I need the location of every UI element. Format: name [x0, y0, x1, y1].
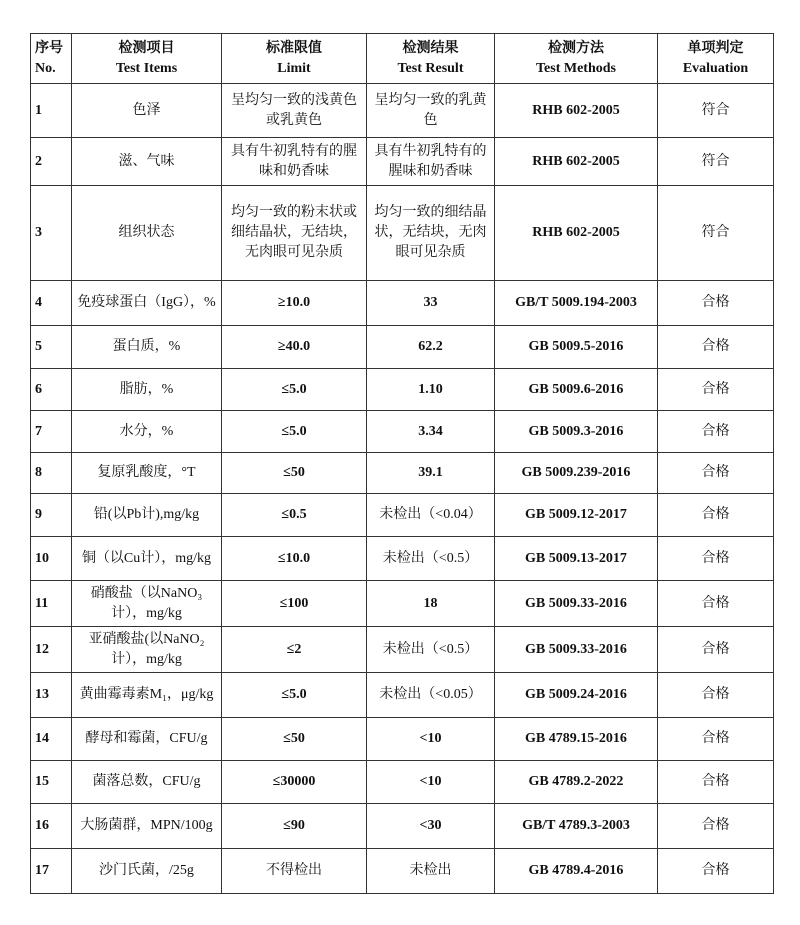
cell-method: GB 4789.2-2022: [495, 761, 658, 804]
cell-limit: 不得检出: [222, 849, 367, 894]
cell-evaluation: 合格: [658, 581, 774, 627]
cell-limit: ≤2: [222, 627, 367, 673]
cell-evaluation: 符合: [658, 138, 774, 186]
cell-item: 铅(以Pb计),mg/kg: [72, 494, 222, 537]
cell-method: RHB 602-2005: [495, 138, 658, 186]
cell-item: 蛋白质，%: [72, 326, 222, 369]
cell-limit: 呈均匀一致的浅黄色或乳黄色: [222, 84, 367, 138]
table-row: [31, 281, 774, 326]
cell-limit: 具有牛初乳特有的腥味和奶香味: [222, 138, 367, 186]
cell-item: 复原乳酸度，°T: [72, 453, 222, 494]
cell-item: 脂肪，%: [72, 369, 222, 411]
cell-result: 未检出（<0.04）: [367, 494, 495, 537]
cell-item: 铜（以Cu计），mg/kg: [72, 537, 222, 581]
cell-no: 7: [31, 411, 72, 453]
cell-method: GB/T 5009.194-2003: [495, 281, 658, 326]
cell-no: 9: [31, 494, 72, 537]
cell-no: 10: [31, 537, 72, 581]
cell-method: GB 5009.33-2016: [495, 581, 658, 627]
table-row: [31, 186, 774, 281]
cell-method: GB 4789.15-2016: [495, 718, 658, 761]
cell-evaluation: 符合: [658, 186, 774, 281]
cell-method: GB 5009.13-2017: [495, 537, 658, 581]
cell-no: 11: [31, 581, 72, 627]
cell-no: 13: [31, 673, 72, 718]
cell-limit: ≤50: [222, 718, 367, 761]
cell-no: 6: [31, 369, 72, 411]
cell-result: 18: [367, 581, 495, 627]
cell-item: 菌落总数，CFU/g: [72, 761, 222, 804]
cell-no: 8: [31, 453, 72, 494]
table-row: [31, 494, 774, 537]
cell-method: RHB 602-2005: [495, 186, 658, 281]
cell-result: 未检出（<0.5）: [367, 627, 495, 673]
cell-item: 酵母和霉菌，CFU/g: [72, 718, 222, 761]
cell-item: 滋、气味: [72, 138, 222, 186]
table-row: [31, 138, 774, 186]
header-row: [31, 34, 774, 84]
cell-no: 3: [31, 186, 72, 281]
cell-evaluation: 合格: [658, 718, 774, 761]
table-row: [31, 411, 774, 453]
table-row: [31, 537, 774, 581]
cell-limit: ≥40.0: [222, 326, 367, 369]
cell-result: 均匀一致的细结晶状，无结块，无肉眼可见杂质: [367, 186, 495, 281]
cell-result: 1.10: [367, 369, 495, 411]
header-result: 检测结果 Test Result: [367, 34, 495, 84]
cell-evaluation: 符合: [658, 84, 774, 138]
table-row: [31, 581, 774, 627]
cell-evaluation: 合格: [658, 411, 774, 453]
cell-method: GB/T 4789.3-2003: [495, 804, 658, 849]
cell-no: 17: [31, 849, 72, 894]
cell-evaluation: 合格: [658, 761, 774, 804]
cell-limit: ≤10.0: [222, 537, 367, 581]
cell-method: GB 5009.24-2016: [495, 673, 658, 718]
cell-result: 3.34: [367, 411, 495, 453]
cell-evaluation: 合格: [658, 326, 774, 369]
table-row: [31, 627, 774, 673]
cell-no: 12: [31, 627, 72, 673]
cell-result: <10: [367, 718, 495, 761]
cell-no: 4: [31, 281, 72, 326]
cell-method: GB 5009.5-2016: [495, 326, 658, 369]
cell-evaluation: 合格: [658, 627, 774, 673]
cell-item: 硝酸盐（以NaNO₃计），mg/kg: [72, 581, 222, 627]
cell-result: 呈均匀一致的乳黄色: [367, 84, 495, 138]
cell-result: <30: [367, 804, 495, 849]
cell-evaluation: 合格: [658, 849, 774, 894]
header-item: 检测项目 Test Items: [72, 34, 222, 84]
cell-limit: ≤50: [222, 453, 367, 494]
cell-limit: ≤30000: [222, 761, 367, 804]
cell-evaluation: 合格: [658, 537, 774, 581]
cell-evaluation: 合格: [658, 369, 774, 411]
cell-no: 16: [31, 804, 72, 849]
cell-result: 未检出: [367, 849, 495, 894]
cell-evaluation: 合格: [658, 804, 774, 849]
cell-method: GB 5009.12-2017: [495, 494, 658, 537]
cell-method: RHB 602-2005: [495, 84, 658, 138]
table-row: [31, 84, 774, 138]
cell-method: GB 5009.239-2016: [495, 453, 658, 494]
cell-no: 14: [31, 718, 72, 761]
table-row: [31, 718, 774, 761]
cell-result: 33: [367, 281, 495, 326]
cell-no: 1: [31, 84, 72, 138]
cell-result: 39.1: [367, 453, 495, 494]
cell-item: 亚硝酸盐(以NaNO₂计），mg/kg: [72, 627, 222, 673]
cell-item: 黄曲霉毒素M₁，μg/kg: [72, 673, 222, 718]
cell-result: 未检出（<0.5）: [367, 537, 495, 581]
cell-evaluation: 合格: [658, 281, 774, 326]
cell-result: 62.2: [367, 326, 495, 369]
cell-result: 未检出（<0.05）: [367, 673, 495, 718]
cell-limit: ≤5.0: [222, 369, 367, 411]
cell-limit: ≤5.0: [222, 673, 367, 718]
test-results-table: [30, 33, 774, 894]
cell-limit: ≥10.0: [222, 281, 367, 326]
cell-method: GB 5009.6-2016: [495, 369, 658, 411]
cell-result: <10: [367, 761, 495, 804]
cell-item: 组织状态: [72, 186, 222, 281]
cell-limit: ≤5.0: [222, 411, 367, 453]
cell-no: 5: [31, 326, 72, 369]
cell-limit: ≤100: [222, 581, 367, 627]
cell-evaluation: 合格: [658, 494, 774, 537]
cell-item: 沙门氏菌，/25g: [72, 849, 222, 894]
table-row: [31, 804, 774, 849]
cell-method: GB 5009.3-2016: [495, 411, 658, 453]
cell-limit: ≤90: [222, 804, 367, 849]
cell-item: 大肠菌群，MPN/100g: [72, 804, 222, 849]
cell-limit: ≤0.5: [222, 494, 367, 537]
table-row: [31, 369, 774, 411]
header-limit: 标准限值 Limit: [222, 34, 367, 84]
cell-evaluation: 合格: [658, 453, 774, 494]
table-row: [31, 849, 774, 894]
table-row: [31, 761, 774, 804]
cell-no: 15: [31, 761, 72, 804]
cell-limit: 均匀一致的粉末状或细结晶状，无结块，无肉眼可见杂质: [222, 186, 367, 281]
cell-item: 免疫球蛋白（IgG），%: [72, 281, 222, 326]
cell-method: GB 4789.4-2016: [495, 849, 658, 894]
cell-result: 具有牛初乳特有的腥味和奶香味: [367, 138, 495, 186]
cell-item: 色泽: [72, 84, 222, 138]
table-row: [31, 326, 774, 369]
header-evaluation: 单项判定 Evaluation: [658, 34, 774, 84]
cell-evaluation: 合格: [658, 673, 774, 718]
cell-no: 2: [31, 138, 72, 186]
cell-method: GB 5009.33-2016: [495, 627, 658, 673]
header-no: 序号 No.: [31, 34, 72, 84]
table-row: [31, 673, 774, 718]
table-row: [31, 453, 774, 494]
header-method: 检测方法 Test Methods: [495, 34, 658, 84]
cell-item: 水分，%: [72, 411, 222, 453]
